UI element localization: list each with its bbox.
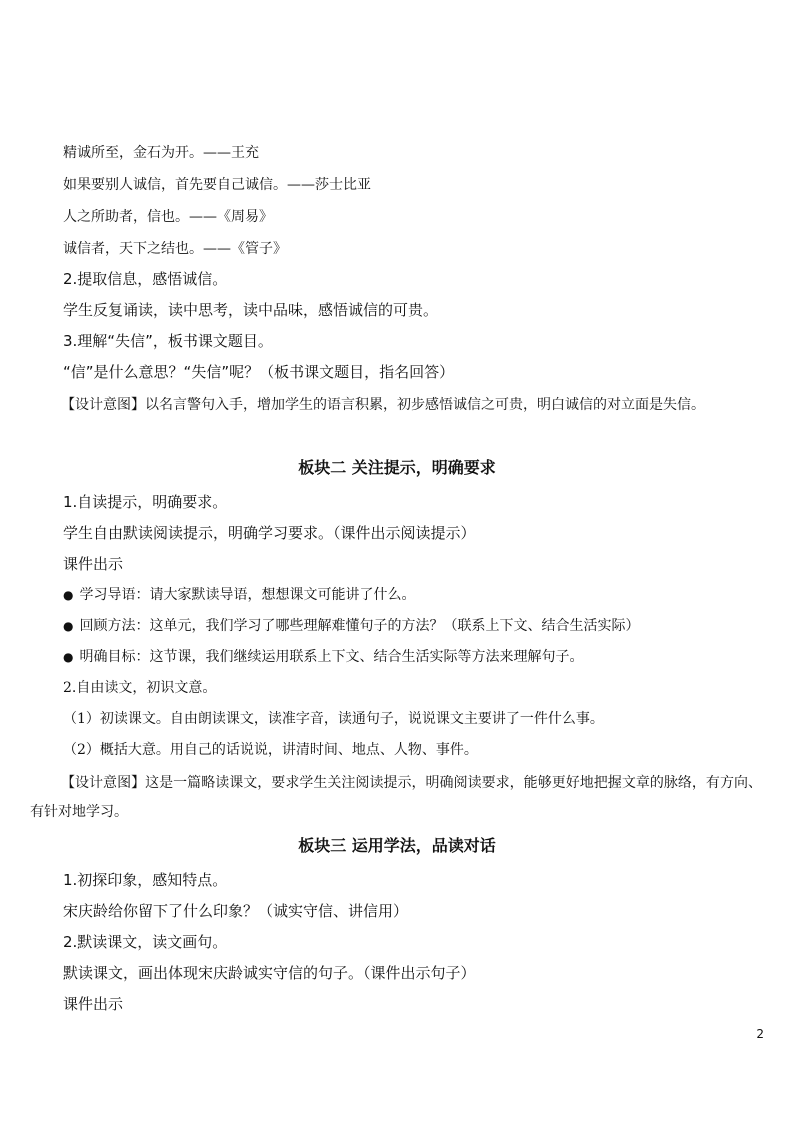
step-text: 宋庆龄给你留下了什么印象？（诚实守信、讲信用） bbox=[63, 902, 409, 920]
design-intent: 【设计意图】这是一篇略读课文，要求学生关注阅读提示，明确阅读要求，能够更好地把握文章的脉络，有方向、有针对地学习。 bbox=[30, 775, 762, 820]
section-heading: 板块二 关注提示，明确要求 bbox=[298, 458, 496, 477]
step-text: 学生反复诵读，读中思考，读中品味，感悟诚信的可贵。 bbox=[63, 301, 439, 319]
step-text: “信”是什么意思？“失信”呢？（板书课文题目，指名回答） bbox=[63, 363, 455, 381]
step-title: 2.默读课文，读文画句。 bbox=[63, 933, 228, 951]
page-number: 2 bbox=[756, 1027, 764, 1041]
courseware-label: 课件出示 bbox=[63, 555, 124, 573]
courseware-label: 课件出示 bbox=[63, 995, 124, 1013]
sub-step: （1）初读课文。自由朗读课文，读准字音，读通句子，说说课文主要讲了一件什么事。 bbox=[63, 711, 604, 727]
step-text: 默读课文，画出体现宋庆龄诚实守信的句子。（课件出示句子） bbox=[63, 964, 476, 982]
step-text: 学生自由默读阅读提示，明确学习要求。（课件出示阅读提示） bbox=[63, 524, 476, 542]
design-intent: 【设计意图】以名言警句入手，增加学生的语言积累，初步感悟诚信之可贵，明白诚信的对立面是失信。 bbox=[61, 397, 705, 413]
step-title: 1.初探印象，感知特点。 bbox=[63, 871, 228, 889]
bullet-item: ● 回顾方法：这单元，我们学习了哪些理解难懂句子的方法？（联系上下文、结合生活实际） bbox=[63, 615, 639, 637]
quote-line: 人之所助者，信也。——《周易》 bbox=[63, 209, 273, 225]
step-title: 2.自由读文，初识文意。 bbox=[63, 680, 217, 696]
bullet-item: ● 学习导语：请大家默读导语，想想课文可能讲了什么。 bbox=[63, 584, 415, 606]
sub-step: （2）概括大意。用自己的话说说，讲清时间、地点、人物、事件。 bbox=[63, 742, 478, 758]
step-title: 3.理解“失信”，板书课文题目。 bbox=[63, 332, 273, 350]
quote-line: 精诚所至，金石为开。——王充 bbox=[63, 145, 259, 161]
quote-line: 诚信者，天下之结也。——《管子》 bbox=[63, 241, 287, 257]
quote-line: 如果要别人诚信，首先要自己诚信。——莎士比亚 bbox=[63, 177, 371, 193]
section-heading: 板块三 运用学法，品读对话 bbox=[298, 836, 496, 855]
step-title: 1.自读提示，明确要求。 bbox=[63, 493, 228, 511]
step-title: 2.提取信息，感悟诚信。 bbox=[63, 270, 228, 288]
bullet-item: ● 明确目标：这节课，我们继续运用联系上下文、结合生活实际等方法来理解句子。 bbox=[63, 646, 583, 668]
